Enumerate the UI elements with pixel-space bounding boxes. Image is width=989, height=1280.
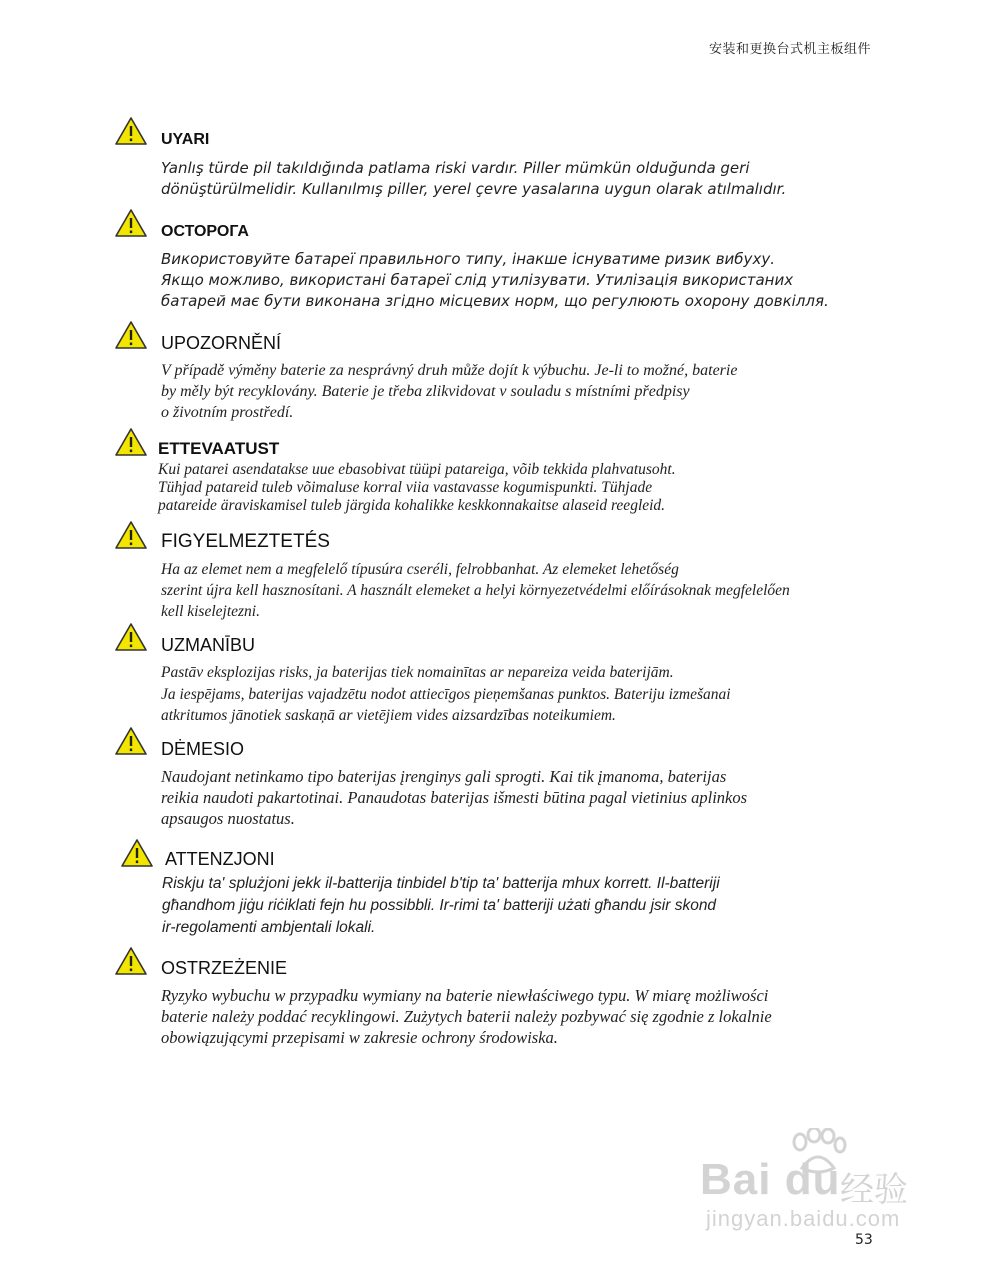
warning-triangle-icon (114, 208, 148, 238)
warning-text (161, 360, 737, 423)
warning-triangle-icon (114, 622, 148, 652)
warning-title: UYARI (161, 131, 210, 148)
warning-line: Kui patarei asendatakse uue ebasobivat tüüpi patareiga, võib tekkida plahvatusoht. (158, 461, 676, 478)
warning-line: ir-regolamenti ambjentali lokali. (162, 919, 376, 936)
warning-line: V případě výměny baterie za nesprávný druh může dojít k výbuchu. Je-li to možné, baterie (161, 362, 738, 379)
watermark-brand-cn: 经验 (840, 1171, 908, 1209)
warning-line: reikia naudoti pakartotinai. Panaudotas baterijas išmesti būtina pagal vietinius aplinkos (161, 788, 748, 807)
warning-line: patareide äraviskamisel tuleb järgida kohalikke keskkonnakaitse alaseid reegleid. (158, 497, 666, 514)
warning-title: ETTEVAATUST (158, 439, 280, 458)
warning-title: UPOZORNĚNÍ (161, 333, 282, 353)
warning-line: baterie należy poddać recyklingowi. Zużytych baterii należy pozbywać się zgodnie z lokalnie (161, 1007, 772, 1026)
warning-triangle-icon (114, 726, 148, 756)
warning-line: Naudojant netinkamo tipo baterijas įrenginys gali sprogti. Kai tik įmanoma, baterijas (161, 767, 727, 786)
warning-title: ATTENZJONI (165, 849, 275, 869)
warning-line: obowiązującymi przepisami w zakresie ochrony środowiska. (161, 1028, 558, 1047)
warning-title: FIGYELMEZTETÉS (161, 531, 330, 552)
warning-line: Ryzyko wybuchu w przypadku wymiany na baterie niewłaściwego typu. W miarę możliwości (161, 986, 769, 1005)
warning-title: ОСТОРОГА (161, 223, 249, 240)
warning-line: għandhom jiġu riċiklati fejn hu possibbli. Ir-rimi ta' batteriji użati għandu jsir skond (162, 897, 717, 914)
warning-line: Yanlış türde pil takıldığında patlama riski vardır. Piller mümkün olduğunda geri (161, 159, 750, 177)
warning-line: Ja iespējams, baterijas vajadzētu nodot attiecīgos pieņemšanas punktos. Bateriju izmešanai (161, 685, 731, 703)
warning-line: o životním prostředí. (161, 404, 294, 421)
warning-title: OSTRZEŻENIE (161, 958, 288, 978)
warning-line: dönüştürülmelidir. Kullanılmış piller, yerel çevre yasalarına uygun olarak atılmalıdır. (161, 180, 787, 198)
page-number: 53 (855, 1232, 873, 1248)
warning-line: Pastāv eksplozijas risks, ja baterijas tiek nomainītas ar nepareiza veida baterijām. (161, 664, 674, 681)
warning-triangle-icon (114, 946, 148, 976)
warning-text (161, 249, 829, 312)
warning-line: kell kiselejtezni. (161, 603, 260, 620)
warning-line: Tühjad patareid tuleb võimaluse korral viia vastavasse kogumispunkti. Tühjade (158, 479, 653, 496)
warning-line: atkritumos jānotiek saskaņā ar vietējiem vides aizsardzības noteikumiem. (161, 707, 616, 724)
warning-triangle-icon (114, 116, 148, 146)
warning-line: by měly být recyklovány. Baterie je třeba zlikvidovat v souladu s místními předpisy (161, 383, 690, 400)
baidu-watermark (700, 1140, 940, 1240)
warning-title: DĖMESIO (161, 739, 245, 759)
warning-text (161, 158, 786, 200)
warning-triangle-icon (114, 320, 148, 350)
warning-line: Ha az elemet nem a megfelelő típusúra cseréli, felrobbanhat. Az elemeket lehetőség (161, 561, 679, 578)
warning-line: Riskju ta' splużjoni jekk il-batterija tinbidel b'tip ta' batterija mhux korrett. Il-batteriji (162, 875, 720, 892)
warning-line: батарей має бути виконана згідно місцевих норм, що регулюють охорону довкілля. (161, 292, 829, 310)
watermark-url: jingyan.baidu.com (706, 1206, 901, 1231)
warning-text (161, 662, 731, 727)
warning-text (161, 559, 790, 622)
warning-triangle-icon (114, 427, 148, 457)
warning-triangle-icon (120, 838, 154, 868)
watermark-brand: Bai du (700, 1155, 841, 1204)
warning-text (161, 766, 747, 829)
warning-line: Якщо можливо, використані батареї слід утилізувати. Утилізація використаних (161, 271, 794, 289)
warning-line: szerint újra kell hasznosítani. A használt elemeket a helyi környezetvédelmi előírásoknak megfelelően (161, 582, 790, 599)
warning-text (158, 461, 676, 515)
warning-line: Використовуйте батареї правильного типу, інакше існуватиме ризик вибуху. (161, 250, 775, 268)
warning-triangle-icon (114, 520, 148, 550)
warning-text (161, 985, 772, 1048)
warning-line: apsaugos nuostatus. (161, 809, 295, 828)
warning-text (162, 873, 720, 939)
warning-title: UZMANĪBU (161, 635, 255, 655)
running-header: 安装和更换台式机主板组件 (708, 42, 871, 57)
